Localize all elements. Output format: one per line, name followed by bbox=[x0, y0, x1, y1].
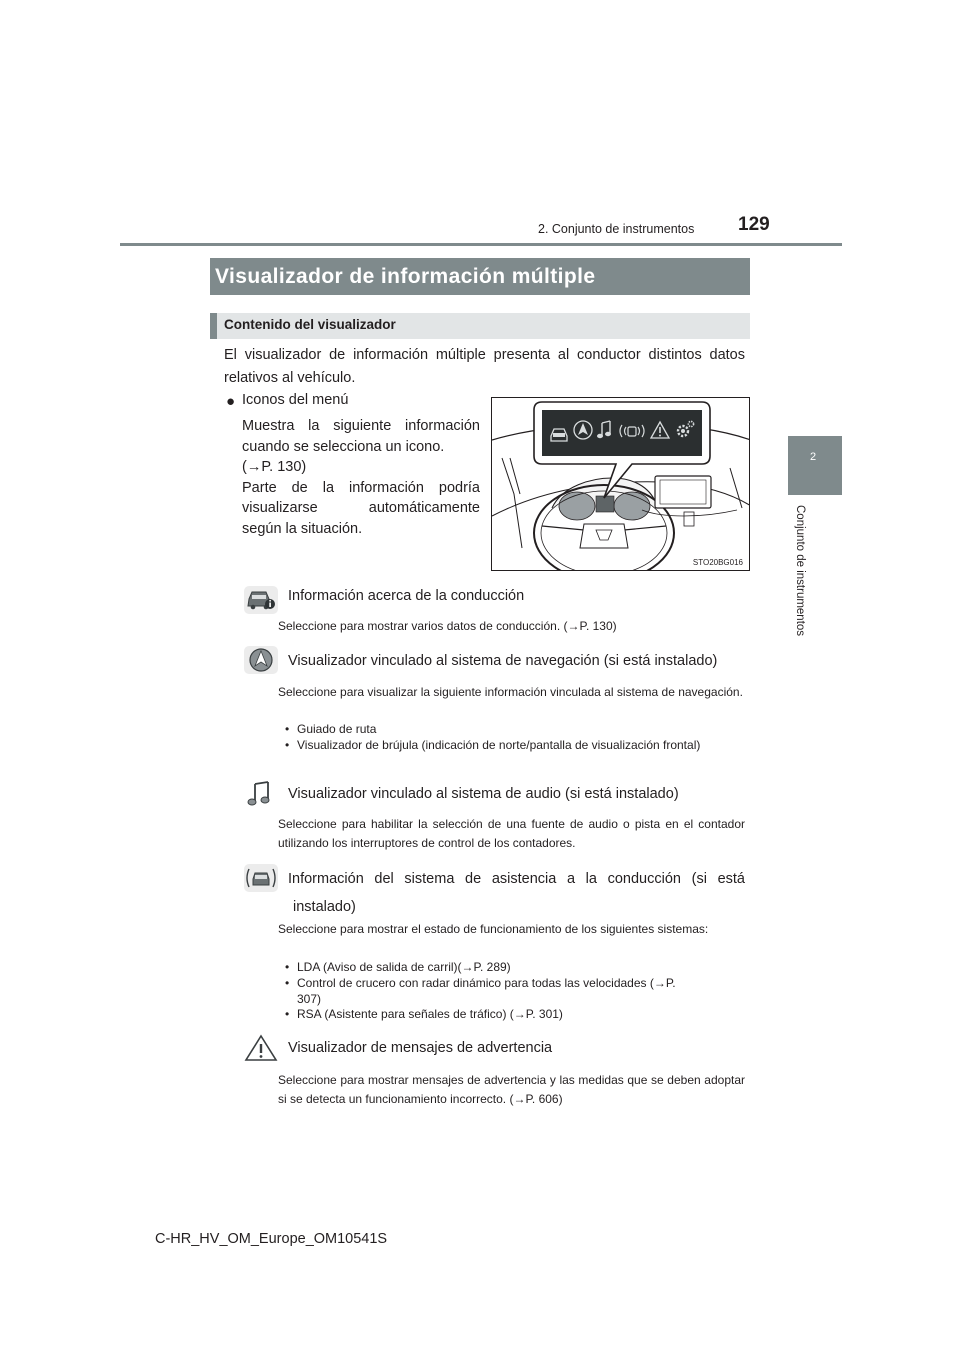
assist-sublist bbox=[283, 960, 745, 1023]
section-title: Visualizador de información múltiple bbox=[210, 258, 750, 295]
list-item: • Control de crucero con radar dinámico para todas las velocidades (→P. 307) bbox=[283, 976, 745, 1008]
chapter-header: 2. Conjunto de instrumentos bbox=[538, 222, 695, 236]
dashboard-drawing bbox=[492, 398, 750, 571]
chapter-tab-number: 2 bbox=[810, 451, 817, 463]
menu-icons-title: Iconos del menú bbox=[242, 392, 349, 408]
item-description: Seleccione para visualizar la siguiente información vinculada al sistema de navegación. bbox=[278, 685, 743, 699]
item-title: Información acerca de la conducción bbox=[288, 588, 525, 604]
item-title: Información del sistema de asistencia a la conducción (si está bbox=[288, 871, 745, 887]
item-title-continued: instalado) bbox=[293, 899, 356, 915]
item-description: Seleccione para mostrar mensajes de advertencia y las medidas que se deben adoptar si se detecta un funcionamiento incorrecto. (→P. 606) bbox=[278, 1073, 745, 1106]
item-title: Visualizador vinculado al sistema de audio (si está instalado) bbox=[288, 786, 679, 802]
car-info-icon bbox=[243, 585, 279, 615]
item-title: Visualizador vinculado al sistema de navegación (si está instalado) bbox=[288, 653, 718, 669]
list-item: • RSA (Asistente para señales de tráfico) (→P. 301) bbox=[283, 1007, 745, 1023]
bullet-dot: ● bbox=[226, 393, 236, 410]
menu-desc-line: cuando se selecciona un icono. bbox=[242, 438, 445, 455]
subsection-marker bbox=[210, 313, 217, 339]
menu-desc-line: Muestra la siguiente información bbox=[242, 418, 480, 434]
menu-desc-line: (→P. 130) bbox=[242, 459, 307, 475]
menu-desc-line: Parte de la información podría bbox=[242, 479, 480, 496]
item-title: Visualizador de mensajes de advertencia bbox=[288, 1040, 553, 1056]
menu-desc-line: visualizarse automáticamente bbox=[242, 500, 480, 516]
document-code-footer: C-HR_HV_OM_Europe_OM10541S bbox=[155, 1231, 388, 1247]
chapter-tab bbox=[788, 436, 842, 495]
item-description: Seleccione para habilitar la selección de una fuente de audio o pista en el contador utilizando los interruptores de control de los contadores. bbox=[278, 817, 745, 850]
intro-paragraph: El visualizador de información múltiple presenta al conductor distintos datos relativos al vehículo. bbox=[224, 347, 745, 386]
navigation-sublist bbox=[283, 722, 745, 754]
header-rule bbox=[120, 243, 842, 246]
menu-desc-line: según la situación. bbox=[242, 520, 363, 537]
music-note-icon bbox=[243, 779, 279, 809]
driving-assist-icon bbox=[243, 863, 279, 893]
item-description: Seleccione para mostrar el estado de funcionamiento de los siguientes sistemas: bbox=[278, 922, 709, 936]
figure-code: STO20BG016 bbox=[692, 558, 743, 567]
list-item: • Visualizador de brújula (indicación de norte/pantalla de visualización frontal) bbox=[283, 738, 745, 754]
navigation-icon bbox=[243, 645, 279, 675]
list-item: • Guiado de ruta bbox=[283, 722, 745, 738]
page-number: 129 bbox=[738, 214, 770, 235]
list-item: • LDA (Aviso de salida de carril)(→P. 289) bbox=[283, 960, 745, 976]
subsection-title: Contenido del visualizador bbox=[224, 317, 396, 332]
dashboard-illustration bbox=[491, 397, 750, 571]
item-description: Seleccione para mostrar varios datos de conducción. (→P. 130) bbox=[278, 619, 617, 633]
chapter-tab-label: Conjunto de instrumentos bbox=[794, 505, 806, 637]
menu-icons-description bbox=[242, 416, 480, 539]
warning-triangle-icon bbox=[243, 1033, 279, 1063]
